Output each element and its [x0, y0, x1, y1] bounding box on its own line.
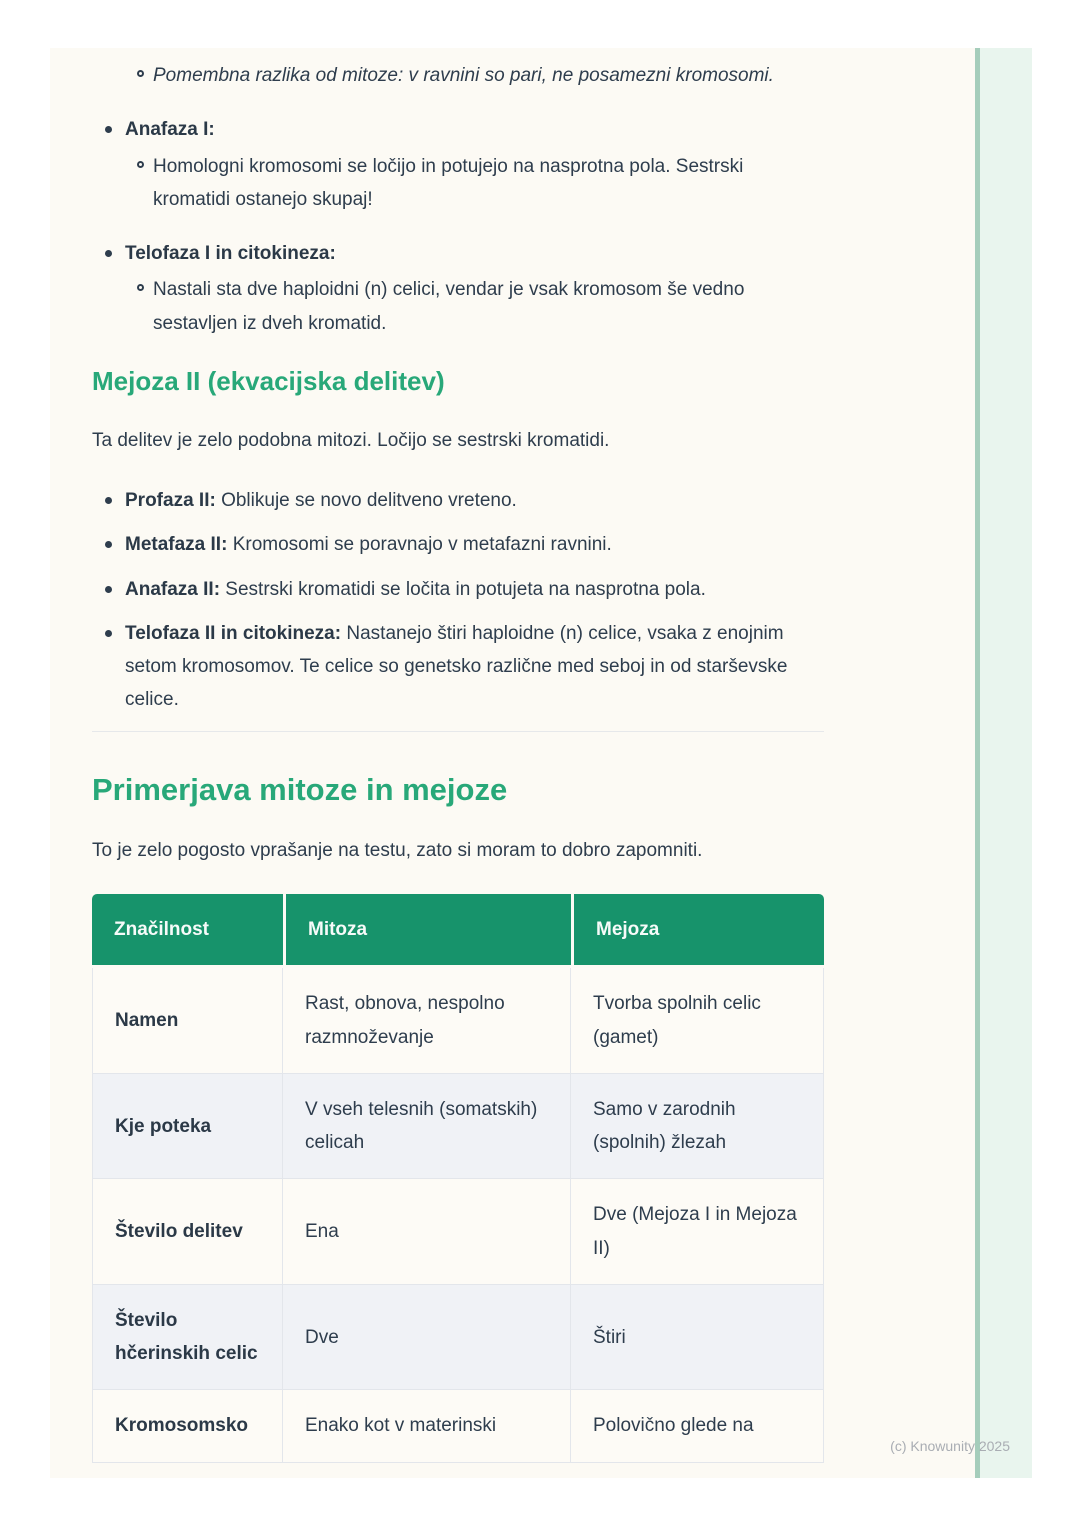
phase-text: Sestrski kromatidi se ločita in potujeta na nasprotna pola.	[220, 578, 706, 600]
table-header-znacilnost: Značilnost	[92, 894, 283, 968]
bullet-circle-icon	[137, 284, 144, 291]
list-item-note	[92, 59, 824, 92]
bullet-circle-icon	[137, 161, 144, 168]
table-cell-feature: Namen	[92, 968, 283, 1074]
list-item-text	[125, 617, 824, 717]
list-item-text	[125, 528, 824, 561]
notes-content	[92, 59, 824, 1463]
phase-lead: Metafaza II:	[125, 534, 228, 556]
table-cell-mitoza: Dve	[283, 1285, 571, 1391]
mejoza2-intro-paragraph: Ta delitev je zelo podobna mitozi. Ločijo se sestrski kromatidi.	[92, 429, 610, 451]
table-header-mejoza: Mejoza	[571, 894, 824, 968]
table-row	[92, 968, 824, 1074]
list-item-telofaza-1	[92, 237, 824, 340]
list-item-title: Anafaza I:	[125, 119, 215, 141]
bullet-circle-icon	[137, 70, 144, 77]
watermark-text: (c) Knowunity 2025	[890, 1438, 1010, 1454]
list-item-title-row	[92, 237, 824, 270]
table-cell-feature: Kje poteka	[92, 1074, 283, 1180]
primerjava-intro-paragraph: To je zelo pogosto vprašanje na testu, zato si moram to dobro zapomniti.	[92, 839, 703, 861]
list-item-text	[125, 484, 824, 517]
list-subitem	[92, 273, 824, 340]
list-item-profaza-2	[92, 484, 824, 517]
right-accent-stripe	[975, 48, 1032, 1478]
table-cell-mitoza: Rast, obnova, nespolno razmnoževanje	[283, 968, 571, 1074]
table-header-mitoza: Mitoza	[283, 894, 571, 968]
list-item-title: Telofaza I in citokineza:	[125, 243, 336, 264]
table-row	[92, 1179, 824, 1285]
list-item-anafaza-1	[92, 113, 824, 216]
phase-text: Kromosomi se poravnajo v metafazni ravnini.	[227, 534, 612, 556]
table-cell-feature: Število hčerinskih celic	[92, 1285, 283, 1391]
section-divider	[92, 731, 824, 732]
bullet-dot-icon	[105, 250, 112, 257]
list-subitem-text: Nastali sta dve haploidni (n) celici, vendar je vsak kromosom še vedno sestavljen iz dveh kromatid.	[153, 279, 745, 334]
table-cell-mitoza: V vseh telesnih (somatskih) celicah	[283, 1074, 571, 1180]
table-row	[92, 1074, 824, 1180]
list-item-telofaza-2	[92, 617, 824, 717]
table-cell-mejoza: Štiri	[571, 1285, 824, 1391]
note-text: Pomembna razlika od mitoze: v ravnini so pari, ne posamezni kromosomi.	[153, 65, 774, 86]
list-item-metafaza-2	[92, 528, 824, 561]
bullet-dot-icon	[105, 541, 112, 548]
list-subitem	[92, 150, 824, 217]
list-item-title-row	[92, 113, 824, 146]
section-heading-primerjava: Primerjava mitoze in mejoze	[92, 771, 508, 807]
bullet-dot-icon	[105, 126, 112, 133]
bullet-dot-icon	[105, 497, 112, 504]
table-cell-mejoza: Samo v zarodnih (spolnih) žlezah	[571, 1074, 824, 1180]
table-cell-feature: Kromosomsko	[92, 1390, 283, 1462]
bullet-dot-icon	[105, 586, 112, 593]
table-cell-mejoza: Tvorba spolnih celic (gamet)	[571, 968, 824, 1074]
comparison-table	[92, 894, 824, 1463]
notes-card	[50, 48, 1032, 1478]
table-cell-mitoza: Ena	[283, 1179, 571, 1285]
phase-lead: Telofaza II in citokineza:	[125, 622, 342, 644]
table-header-row	[92, 894, 824, 968]
table-cell-mejoza: Dve (Mejoza I in Mejoza II)	[571, 1179, 824, 1285]
list-subitem-text: Homologni kromosomi se ločijo in potujejo na nasprotna pola. Sestrski kromatidi ostanejo skupaj!	[153, 155, 744, 210]
table-cell-feature: Število delitev	[92, 1179, 283, 1285]
phase-lead: Anafaza II:	[125, 578, 221, 600]
mejoza2-phase-list	[92, 484, 824, 717]
section-heading-mejoza-2: Mejoza II (ekvacijska delitev)	[92, 365, 445, 396]
bullet-dot-icon	[105, 630, 112, 637]
phase-lead: Profaza II:	[125, 490, 216, 512]
list-item-text	[125, 573, 824, 606]
table-row	[92, 1390, 824, 1462]
phase-text: Nastanejo štiri haploidne (n) celice, vsaka z enojnim setom kromosomov. Te celice so genetsko različne med seboj in od starševske celice.	[125, 622, 788, 711]
list-item-anafaza-2	[92, 573, 824, 606]
table-cell-mejoza: Polovično glede na	[571, 1390, 824, 1462]
phase-text: Oblikuje se novo delitveno vreteno.	[215, 490, 517, 512]
table-cell-mitoza: Enako kot v materinski	[283, 1390, 571, 1462]
table-row	[92, 1285, 824, 1391]
